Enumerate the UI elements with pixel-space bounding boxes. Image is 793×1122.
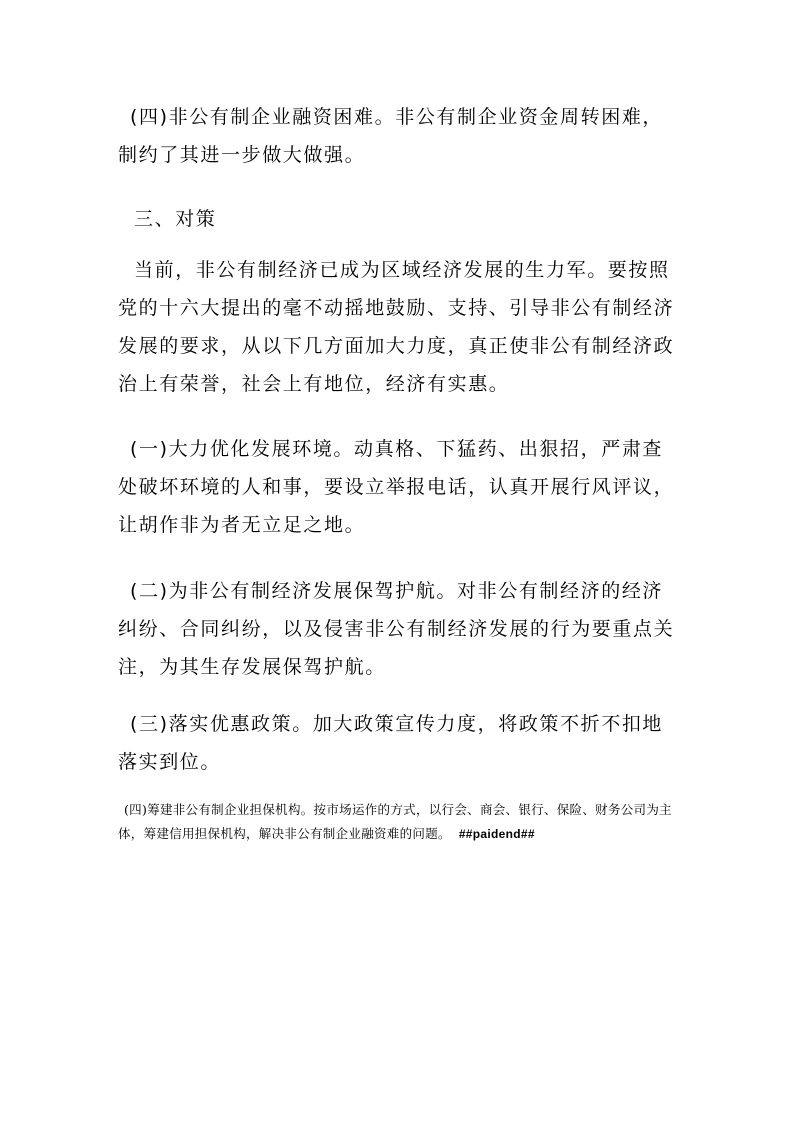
paragraph-guarantee-text: (四)筹建非公有制企业担保机构。按市场运作的方式，以行会、商会、银行、保险、财务公司为主体，筹建信用担保机构，解决非公有制企业融资难的问题。 — [118, 802, 672, 841]
paragraph-protection: (二)为非公有制经济发展保驾护航。对非公有制经济的经济纠纷、合同纠纷，以及侵害非公有制经济发展的行为要重点关注，为其生存发展保驾护航。 — [118, 580, 675, 678]
section-heading-countermeasures: 三、对策 — [134, 208, 217, 230]
paragraph-policy: (三)落实优惠政策。加大政策宣传力度，将政策不折不扣地落实到位。 — [118, 713, 664, 773]
paragraph-environment: (一)大力优化发展环境。动真格、下猛药、出狠招，严肃查处破坏环境的人和事，要设立举报电话，认真开展行风评议，让胡作非为者无立足之地。 — [118, 438, 675, 536]
end-marker: ##paidend## — [458, 827, 535, 841]
paragraph-intro: 当前，非公有制经济已成为区域经济发展的生力军。要按照党的十六大提出的毫不动摇地鼓励、支持、引导非公有制经济发展的要求，从以下几方面加大力度，真正使非公有制经济政治上有荣誉，社会上有地位，经济有实惠。 — [118, 259, 675, 395]
paragraph-guarantee — [118, 798, 680, 846]
paragraph-financing-difficulty: (四)非公有制企业融资困难。非公有制企业资金周转困难，制约了其进一步做大做强。 — [118, 106, 664, 166]
